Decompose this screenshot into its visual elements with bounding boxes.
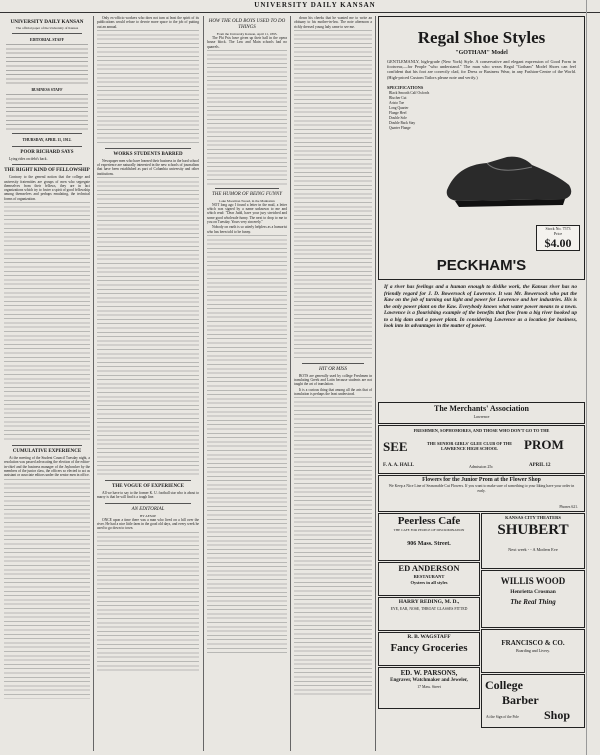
business-list: [6, 94, 88, 130]
willis-title: WILLIS WOOD: [500, 576, 566, 586]
fancy-groceries: Fancy Groceries: [390, 642, 468, 654]
price-tag: [536, 225, 580, 251]
anderson-title: ED ANDERSON: [398, 563, 460, 573]
issue-date: THURSDAY, APRIL 11, 1912.: [22, 138, 72, 142]
power-text: If a river has feelings and a human enough to dislike work, the Kansas river has no friendly regard for J. D. Bowersock of Lawrence. It was Mr. Bowersock who put the Kaw on the job of turning out light and power for Lawrence and her industries. His is the only power plant on the Kaw. Everybody knows what water power means to a town. Lawrence is a flourishing example of the benefits that flow from a big river hooked up to a big dam and a power plant. In considering Lawrence as a location for business, look into its advantages in the matter of power.: [384, 284, 577, 329]
anderson-ad: [378, 562, 480, 596]
text-works-students: Newspaper men who have learned their business in the hard school of experience are naturally interested in the new schools of journalism that have been established as part of Columbia university and other institutions.: [97, 158, 199, 176]
shoe-illustration: [437, 135, 577, 215]
headline-old-boys: HOW THE OLD BOYS USED TO DO THINGS: [208, 19, 286, 30]
column-4: [294, 16, 372, 751]
shubert-ad: [481, 513, 585, 569]
peerless-title: Peerless Cafe: [397, 515, 461, 527]
text-editorial: ONCE upon a time there was a man who lived on a hill over the river. He had a nice little farm in the good old days, and every week he used to go down to town.: [97, 517, 199, 531]
barber-college: College: [485, 678, 523, 692]
prom-detail: THE SENIOR GIRLS' GLEE CLUB OF THE LAWRENCE HIGH SCHOOL: [426, 441, 513, 451]
prom-admission: Admission 25c: [469, 464, 494, 469]
merchants-ad: [378, 402, 585, 424]
column-3: [207, 16, 287, 751]
flower-text: We Keep a Nice Line of Seasonable Cut Flowers. If you want to make sure of something to your liking have your order in early.: [388, 484, 575, 493]
harry-sub: EYE, EAR, NOSE, THROAT GLASSES FITTED: [390, 607, 468, 611]
text-old-boys: The Phi Psis have given up their hall in the opera house block. The Law and Main schools had no quarrels.: [207, 36, 287, 49]
text-humor-2: Nobody on earth is so utterly helpless as a humorist who has been told to be funny.: [207, 225, 287, 234]
prom-text: FRESHMEN, SOPHOMORES, AND THOSE WHO DON'T GO TO THE: [413, 428, 550, 433]
francisco-ad: [481, 629, 585, 673]
merchants-title: The Merchants' Association: [434, 404, 529, 413]
oysters: Oysters in all styles: [410, 580, 448, 585]
parsons-addr: 17 Mass. Street: [417, 685, 441, 689]
price-value: $4.00: [544, 236, 572, 250]
prom-ad: [378, 425, 585, 474]
willis-ad: [481, 570, 585, 628]
wagstaff-ad: [378, 632, 480, 666]
peerless-sub: THE CAFE FOR PEOPLE OF DISCRIMINATION: [393, 528, 465, 532]
barber-ad: [481, 674, 585, 728]
peckham-name: PECKHAM'S: [436, 257, 527, 274]
lead-body: [97, 30, 199, 145]
headline-vogue: THE VOGUE OF EXPERIENCE: [112, 484, 184, 490]
cumulative-body: [4, 479, 90, 699]
masthead: UNIVERSITY DAILY KANSAN: [254, 1, 376, 9]
headline-humor: THE HUMOR OF BEING FUNNY: [212, 191, 282, 197]
francisco-title: FRANCISCO & CO.: [501, 639, 565, 647]
prom-word: PROM: [524, 437, 564, 452]
text-poor-richard: Lying rides on debt's back.: [9, 157, 48, 161]
gotham-text: GENTLEMANLY, high-grade (New York) Style. A conservative and elegant expression of Good Form in footwear,—for People "who understand." The man who wears Regal "Gotham" Model Shoes can feel confident that his foot are correctly clad, for Dress or Business Wear, in any Fashion-Centre of the World. (High-priced Custom Tailors please note and verify.): [387, 59, 576, 80]
shubert-title: SHUBERT: [497, 522, 569, 538]
barber-sub: At the Sign of the Pole: [486, 715, 519, 719]
prom-hall: F. A. A. HALL: [383, 463, 414, 468]
anderson-sub: RESTAURANT: [413, 574, 445, 579]
barber-shop: Shop: [544, 708, 571, 722]
parsons-sub: Engraver, Watchmaker and Jeweler,: [390, 678, 468, 683]
headline-cumulative: CUMULATIVE EXPERIENCE: [12, 449, 82, 455]
wagstaff-title: R. B. WAGSTAFF: [407, 634, 451, 640]
flower-title: Flowers for the Junior Prom at the Flower Shop: [422, 477, 541, 483]
headline-poor-richard: POOR RICHARD SAYS: [20, 150, 74, 155]
text-hit-or-miss-2: It is a curious thing that among all the arts that of translation is perhaps the least understood.: [294, 387, 372, 397]
power-ad: [378, 281, 583, 401]
kansas-city-theaters: KANSAS CITY THEATERS: [505, 515, 561, 520]
editorial-body: [97, 532, 199, 672]
business-head: BUSINESS STAFF: [31, 88, 63, 92]
peerless-addr: 906 Mass. Street.: [407, 541, 451, 548]
text-col4-top: down his cheeks that he wanted me to write an obituary to his mother-in-law. The note afternoon a richly dressed young lady came to see me.: [294, 16, 372, 29]
harry-ad: [378, 597, 480, 631]
old-boys-body: [207, 50, 287, 185]
col4-body: [294, 30, 372, 360]
harry-title: HARRY REDING, M. D.,: [398, 599, 460, 605]
specs-head: SPECIFICATIONS: [387, 84, 424, 90]
regal-title: Regal Shoe Styles: [417, 28, 546, 47]
old-boys-sub: From the University Kansan, April 11, 1895.: [216, 32, 278, 36]
hit-body: [294, 397, 372, 697]
text-fellowship: Contrary to the general notion that the college and university fraternities are groups of men who segregate themselves from their fellows, they are in fact organizations which try to foster a spirit of good fellowship among themselves and perhaps emulating, the technical forms of organization.: [4, 175, 90, 201]
shubert-week: Next week - - A Modern Eve: [508, 547, 558, 552]
merchants-city: Lawrence: [473, 414, 490, 419]
gotham-title: "GOTHAM" Model: [455, 50, 508, 56]
willis-star: Henrietta Crosman: [510, 589, 556, 595]
specs-list: Black Smooth Calf Oxfords Blucher Cut Aristo Toe Long Quarter Flange Heel Double Sole Double Back Stay Quarter Flange: [389, 90, 430, 130]
text-humor: NOT long ago I found a letter in the mail, a letter which was signed by a name unknown to me and which read: "Dear Judd, have your jury stretched and some good wholesale funny. The next to drop to me to you on Tuesday. Yours very sincerely.": [207, 202, 287, 225]
masthead-rule: [0, 12, 600, 13]
stock-no: Stock No. 7573: [545, 226, 571, 231]
works-body: [97, 177, 199, 477]
flower-ad: [378, 475, 585, 512]
humor-body: [207, 235, 287, 655]
byline-aesop: BY AESOP: [140, 513, 156, 518]
willis-play: The Real Thing: [510, 598, 556, 606]
francisco-sub: Boarding and Livery.: [515, 648, 551, 653]
text-hit-or-miss: BOTS are generally used by college Freshmen in translating Greek and Latin because students are not taught the art of translation.: [294, 373, 372, 387]
staff-list: [6, 44, 88, 84]
peerless-ad: [378, 513, 480, 561]
flower-phone: Phones 621.: [559, 505, 578, 509]
headline-works-students: WORKS STUDENTS BARRED: [113, 151, 183, 157]
headline-editorial: AN EDITORIAL: [131, 506, 165, 512]
column-2: [97, 16, 199, 751]
column-1: [4, 16, 90, 751]
parsons-ad: [378, 667, 480, 709]
text-lead: Only ex-officio workers who does not turn at least the spirit of its publications would refuse to devote more space to the job of putting out an annual.: [97, 16, 199, 29]
barber-barber: Barber: [502, 693, 539, 707]
prom-see: SEE: [383, 439, 408, 454]
regal-shoe-ad: [378, 16, 585, 280]
staff-head: EDITORIAL STAFF: [29, 38, 65, 42]
text-vogue: All we have to say to the former K. U. football star who is about to marry is that he will find it a tough line.: [97, 491, 199, 500]
headline-hit-or-miss: HIT OR MISS: [319, 366, 347, 372]
parsons-title: ED. W. PARSONS,: [400, 669, 458, 677]
prom-date: APRIL 12: [529, 463, 551, 468]
text-cumulative: At the meeting of the Student Council Tuesday night, a resolution was passed advocating the election of the editor-in-chief and the business manager of the Jayhawker by the members of the junior class, the officers so elected to act as assistant or associate editors under the senior men in office.: [4, 456, 90, 478]
humor-byline: Lake Moorman Tweed, in the Manhattan: [219, 198, 275, 203]
price-label: Price: [553, 231, 563, 236]
paper-name: UNIVERSITY DAILY KANSAN: [10, 19, 84, 25]
fellowship-body: [4, 202, 90, 442]
headline-fellowship: THE RIGHT KIND OF FELLOWSHIP: [4, 168, 90, 174]
paper-sub: The official paper of the University of Kansas: [15, 26, 79, 30]
